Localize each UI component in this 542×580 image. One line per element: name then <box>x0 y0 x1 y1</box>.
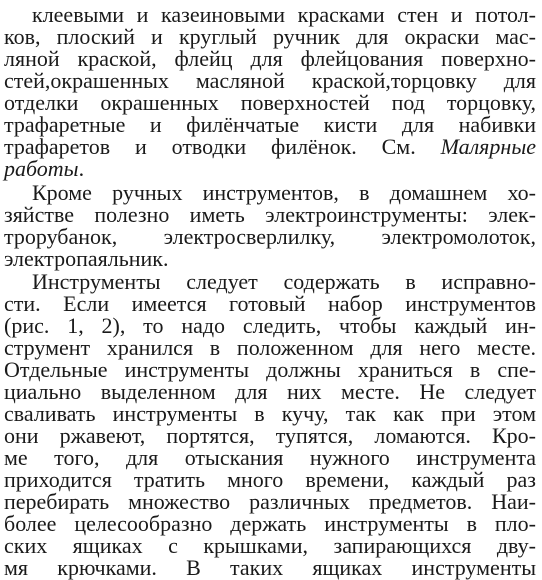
text-run: ляной краской, флейц для флейцования поверхно- <box>4 46 536 71</box>
text-run: сти. Если имеется готовый набор инструментов <box>4 291 536 316</box>
text-run: электропаяльник. <box>4 246 169 271</box>
text-run: мя крючками. В таких ящиках инструменты <box>4 555 536 580</box>
text-run: Кроме ручных инструментов, в домашнем хо- <box>32 180 536 205</box>
text-run: циально выделенном для них месте. Не следует <box>4 379 536 404</box>
text-run: ков, плоский и круглый ручник для окраски мас- <box>4 24 536 49</box>
text-run: Инструменты следует содержать в исправно- <box>32 269 536 294</box>
text-run: ме того, для отыскания нужного инструмента <box>4 445 536 470</box>
text-run: перебирать множество различных предметов. Наи- <box>4 489 536 514</box>
text-line <box>4 157 536 181</box>
italic-text: Малярные <box>440 134 536 159</box>
text-run: трафаретов и отводки филёнок. См. <box>4 134 441 159</box>
italic-text: работы <box>4 156 79 181</box>
text-line <box>4 556 536 580</box>
text-run: трорубанок, электросверлилку, электромолоток, <box>4 224 536 249</box>
text-run: более целесообразно держать инструменты в пло- <box>4 511 536 536</box>
text-run: они ржавеют, портятся, тупятся, ломаются. Кро- <box>4 423 536 448</box>
text-line <box>4 247 536 271</box>
text-run: приходится тратить много времени, каждый раз <box>4 467 536 492</box>
text-run: стей,окрашенных масляной краской,торцовку для <box>4 68 536 93</box>
text-run: зяйстве полезно иметь электроинструменты: элек- <box>4 202 536 227</box>
text-run: (рис. 1, 2), то надо следить, чтобы каждый ин- <box>4 313 536 338</box>
text-run: Отдельные инструменты должны храниться в спе- <box>4 357 536 382</box>
text-run: отделки окрашенных поверхностей под торцовку, <box>4 90 536 115</box>
text-run: сваливать инструменты в кучу, так как при этом <box>4 401 536 426</box>
text-run: . <box>78 156 85 181</box>
text-run: струмент хранился в положенном для него месте. <box>4 335 536 360</box>
text-run: трафаретные и филёнчатые кисти для набивки <box>4 112 536 137</box>
text-run: ских ящиках с крышками, запирающихся дву- <box>4 533 536 558</box>
text-run: клеевыми и казеиновыми красками стен и потол- <box>32 2 536 27</box>
